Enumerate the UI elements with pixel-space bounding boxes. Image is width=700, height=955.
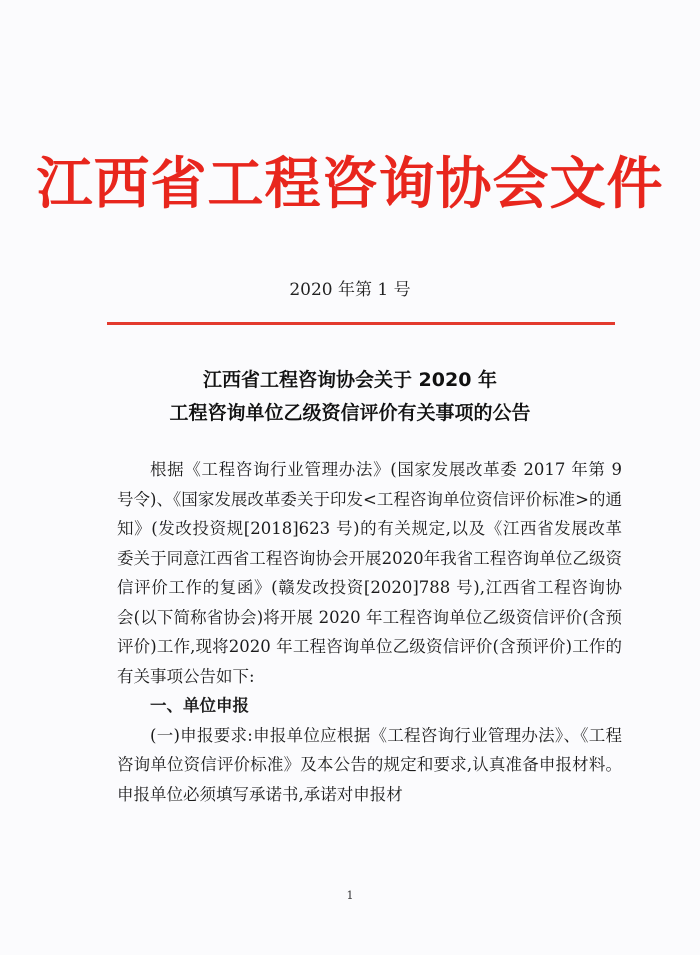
- document-number: 2020 年第 1 号: [289, 280, 411, 300]
- body-paragraph-intro: 根据《工程咨询行业管理办法》(国家发展改革委 2017 年第 9 号令)、《国家发展改革委关于印发<工程咨询单位资信评价标准>的通知》(发改投资规[2018]623 号)的有关规定,以及《江西省发展改革委关于同意江西省工程咨询协会开展2020年我省工程咨询单位乙级资信评价工作的复函》(赣发改投资[2020]788 号),江西省工程咨询协会(以下简称省协会)将开展 2020 年工程咨询单位乙级资信评价(含预评价)工作,现将2020 年工程咨询单位乙级资信评价(含预评价)工作的有关事项公告如下:: [117, 460, 622, 686]
- red-divider-line: [107, 322, 615, 325]
- section-heading-unit-application: 一、单位申报: [150, 696, 249, 715]
- document-header-title: 江西省工程咨询协会文件: [36, 151, 664, 217]
- page-number: 1: [346, 889, 354, 902]
- notice-title-line-2: 工程咨询单位乙级资信评价有关事项的公告: [169, 402, 531, 424]
- document-body: [117, 455, 622, 809]
- body-paragraph-requirements: (一)申报要求:申报单位应根据《工程咨询行业管理办法》、《工程咨询单位资信评价标准》及本公告的规定和要求,认真准备申报材料。申报单位必须填写承诺书,承诺对申报材: [117, 725, 622, 804]
- notice-title-line-1: 江西省工程咨询协会关于 2020 年: [202, 369, 498, 391]
